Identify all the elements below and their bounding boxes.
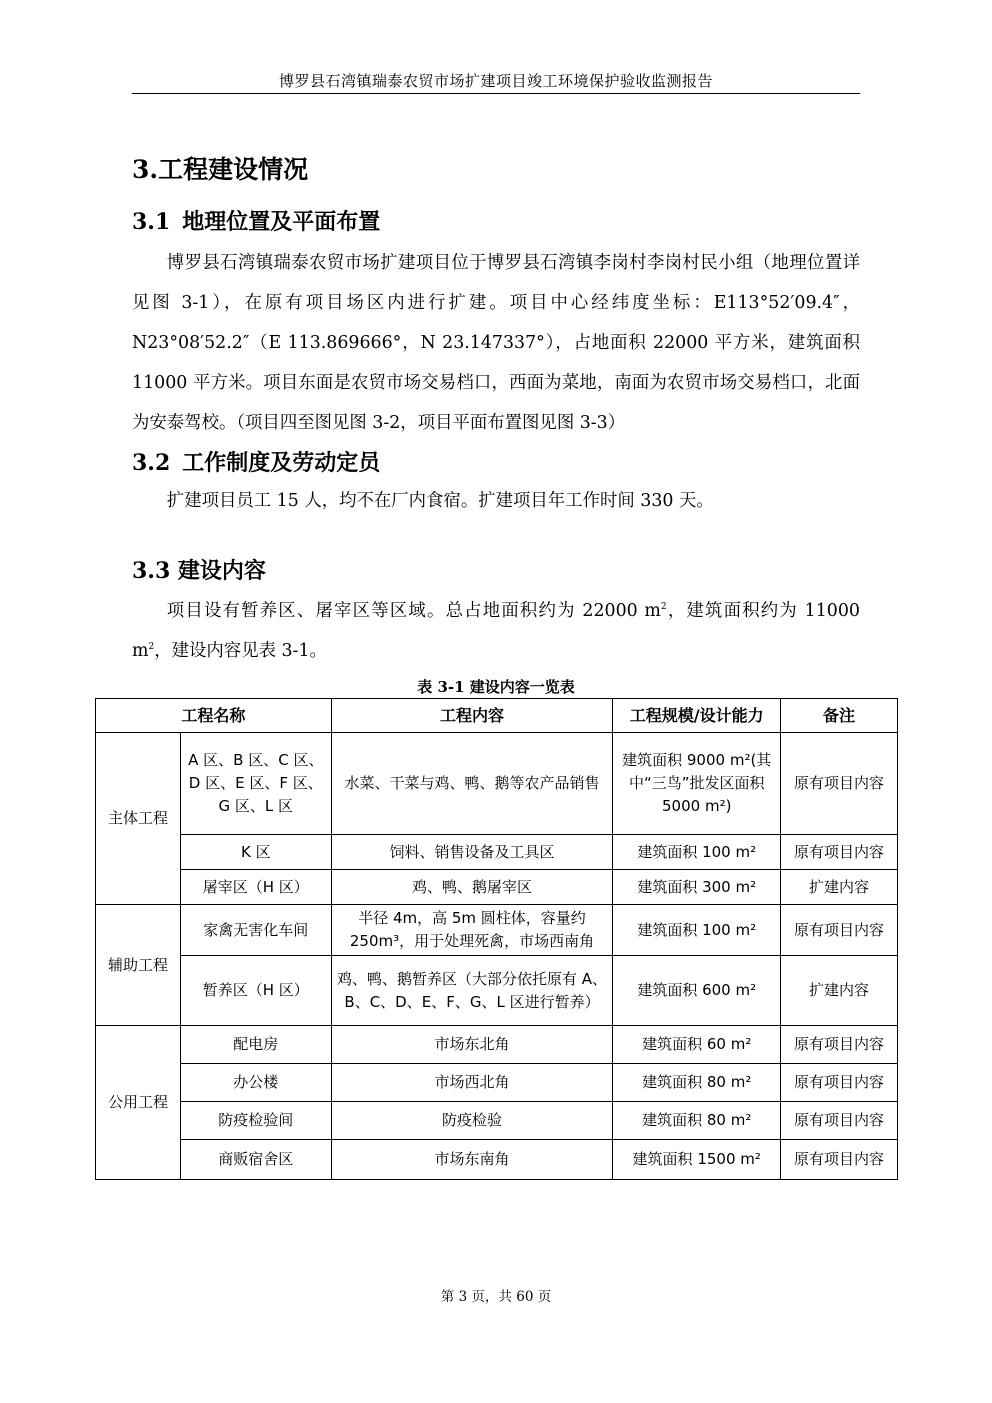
row-content-cell: 半径 4m，高 5m 圆柱体，容量约 250m³，用于处理死禽，市场西南角 xyxy=(331,905,613,956)
row-note-cell: 原有项目内容 xyxy=(781,733,898,835)
section-3-3-paragraph xyxy=(132,591,860,671)
section-3-1-paragraph: 博罗县石湾镇瑞泰农贸市场扩建项目位于博罗县石湾镇李岗村李岗村民小组（地理位置详见图 3-1），在原有项目场区内进行扩建。项目中心经纬度坐标：E113°52′09.4″，N23°08′52.2″（E 113.869666°，N 23.147337°），占地面积 22000 平方米，建筑面积 11000 平方米。项目东面是农贸市场交易档口，西面为菜地，南面为农贸市场交易档口，北面为安泰驾校。（项目四至图见图 3-2，项目平面布置图见图 3-3） xyxy=(132,253,860,433)
table-row xyxy=(96,870,898,905)
header-project-name: 工程名称 xyxy=(96,699,332,733)
row-name-cell: 暂养区（H 区） xyxy=(180,956,331,1026)
section-3-1-heading xyxy=(132,205,380,236)
header-project-scale: 工程规模/设计能力 xyxy=(613,699,781,733)
section-3-2-number: 3.2 xyxy=(132,450,171,476)
row-content-cell: 市场东南角 xyxy=(331,1140,613,1180)
table-row xyxy=(96,905,898,956)
row-scale-cell: 建筑面积 600 m² xyxy=(613,956,781,1026)
row-content-cell: 市场西北角 xyxy=(331,1064,613,1102)
row-scale-cell: 建筑面积 300 m² xyxy=(613,870,781,905)
row-note-cell: 扩建内容 xyxy=(781,870,898,905)
row-name-cell: 屠宰区（H 区） xyxy=(180,870,331,905)
chapter-title: 3.工程建设情况 xyxy=(132,155,309,184)
row-name-cell: 配电房 xyxy=(180,1026,331,1064)
row-scale-cell: 建筑面积 100 m² xyxy=(613,905,781,956)
section-3-1-title: 地理位置及平面布置 xyxy=(182,209,381,235)
row-name-cell: 家禽无害化车间 xyxy=(180,905,331,956)
section-3-3-heading: 3.3 建设内容 xyxy=(132,558,266,584)
row-name-cell: A 区、B 区、C 区、D 区、E 区、F 区、G 区、L 区 xyxy=(180,733,331,835)
section-3-1-number: 3.1 xyxy=(132,209,171,235)
group-cell-auxiliary: 辅助工程 xyxy=(96,905,181,1026)
section-3-3-text-a: 项目设有暂养区、屠宰区等区域。总占地面积约为 22000 m xyxy=(166,601,661,621)
row-content-cell: 鸡、鸭、鹅屠宰区 xyxy=(331,870,613,905)
row-note-cell: 原有项目内容 xyxy=(781,1064,898,1102)
table-row xyxy=(96,956,898,1026)
section-3-3-text-c: ，建设内容见表 3-1。 xyxy=(154,641,327,661)
row-scale-cell: 建筑面积 9000 m²(其中“三鸟”批发区面积 5000 m²) xyxy=(613,733,781,835)
construction-content-table xyxy=(95,698,898,1180)
row-note-cell: 原有项目内容 xyxy=(781,1102,898,1140)
row-note-cell: 原有项目内容 xyxy=(781,835,898,870)
superscript-2: 2 xyxy=(660,602,667,613)
row-scale-cell: 建筑面积 100 m² xyxy=(613,835,781,870)
group-cell-utility: 公用工程 xyxy=(96,1026,181,1180)
table-header-row xyxy=(96,699,898,733)
row-scale-cell: 建筑面积 1500 m² xyxy=(613,1140,781,1180)
row-scale-cell: 建筑面积 60 m² xyxy=(613,1026,781,1064)
row-note-cell: 原有项目内容 xyxy=(781,1026,898,1064)
table-caption: 表 3-1 建设内容一览表 xyxy=(417,678,575,696)
header-project-content: 工程内容 xyxy=(331,699,613,733)
table-row xyxy=(96,835,898,870)
section-3-3-text-b: ，建筑面积约为 11000 m xyxy=(132,601,860,661)
header-remarks: 备注 xyxy=(781,699,898,733)
page-footer: 第 3 页，共 60 页 xyxy=(440,1289,552,1305)
row-name-cell: 防疫检验间 xyxy=(180,1102,331,1140)
row-content-cell: 饲料、销售设备及工具区 xyxy=(331,835,613,870)
row-name-cell: 商贩宿舍区 xyxy=(180,1140,331,1180)
row-note-cell: 扩建内容 xyxy=(781,956,898,1026)
section-3-2-title: 工作制度及劳动定员 xyxy=(182,450,381,476)
section-3-2-heading xyxy=(132,446,380,477)
row-content-cell: 市场东北角 xyxy=(331,1026,613,1064)
row-content-cell: 防疫检验 xyxy=(331,1102,613,1140)
row-scale-cell: 建筑面积 80 m² xyxy=(613,1064,781,1102)
row-note-cell: 原有项目内容 xyxy=(781,1140,898,1180)
group-cell-main: 主体工程 xyxy=(96,733,181,905)
row-note-cell: 原有项目内容 xyxy=(781,905,898,956)
table-row xyxy=(96,733,898,835)
running-header: 博罗县石湾镇瑞泰农贸市场扩建项目竣工环境保护验收监测报告 xyxy=(278,72,713,90)
table-row xyxy=(96,1026,898,1064)
table-row xyxy=(96,1064,898,1102)
row-scale-cell: 建筑面积 80 m² xyxy=(613,1102,781,1140)
table-row xyxy=(96,1102,898,1140)
superscript-2: 2 xyxy=(148,642,155,653)
section-3-2-paragraph: 扩建项目员工 15 人，均不在厂内食宿。扩建项目年工作时间 330 天。 xyxy=(166,491,714,511)
header-rule xyxy=(132,93,860,94)
row-name-cell: K 区 xyxy=(180,835,331,870)
row-content-cell: 鸡、鸭、鹅暂养区（大部分依托原有 A、B、C、D、E、F、G、L 区进行暂养） xyxy=(331,956,613,1026)
table-row xyxy=(96,1140,898,1180)
row-name-cell: 办公楼 xyxy=(180,1064,331,1102)
row-content-cell: 水菜、干菜与鸡、鸭、鹅等农产品销售 xyxy=(331,733,613,835)
